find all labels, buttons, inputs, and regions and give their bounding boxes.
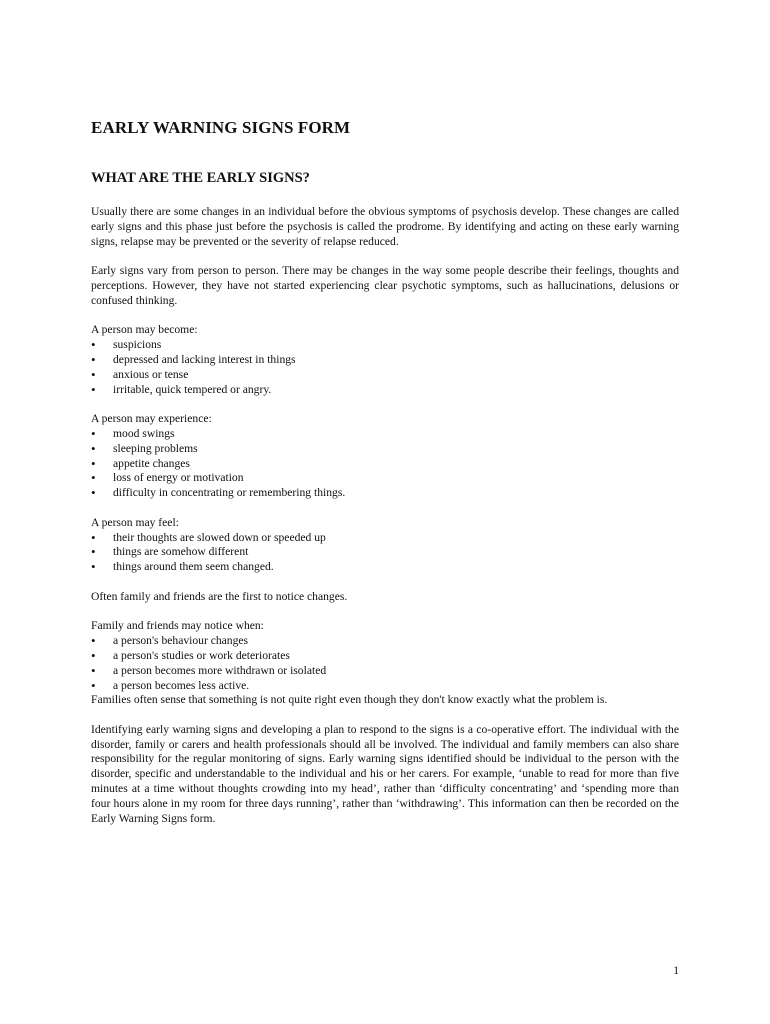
list-item: • anxious or tense xyxy=(91,368,679,383)
document-page xyxy=(91,0,679,1024)
list-item: • a person becomes less active. xyxy=(91,679,679,694)
list-item: • things around them seem changed. xyxy=(91,560,679,575)
list-intro-family-notice: Family and friends may notice when: xyxy=(91,619,264,633)
list-intro-become: A person may become: xyxy=(91,323,198,337)
list-item: • difficulty in concentrating or remembering things. xyxy=(91,486,679,501)
list-item: • suspicions xyxy=(91,338,679,353)
paragraph-family-first: Often family and friends are the first to notice changes. xyxy=(91,589,348,603)
list-item: • things are somehow different xyxy=(91,545,679,560)
paragraph-early-signs: Early signs vary from person to person. There may be changes in the way some people describe their feelings, thoughts and perceptions. However, they have not started experiencing clear psychotic symptoms, such as hallucinations, delusions or confused thinking. xyxy=(91,264,679,307)
list-item: • loss of energy or motivation xyxy=(91,471,679,486)
list-item: • irritable, quick tempered or angry. xyxy=(91,383,679,398)
list-item: • a person becomes more withdrawn or isolated xyxy=(91,664,679,679)
list-item: • mood swings xyxy=(91,427,679,442)
list-item: • their thoughts are slowed down or speeded up xyxy=(91,531,679,546)
list-intro-feel: A person may feel: xyxy=(91,515,179,529)
list-item: • appetite changes xyxy=(91,457,679,472)
paragraph-families-sense: Families often sense that something is not quite right even though they don't know exactly what the problem is. xyxy=(91,693,608,707)
list-intro-experience: A person may experience: xyxy=(91,412,212,426)
paragraph-intro: Usually there are some changes in an individual before the obvious symptoms of psychosis develop. These changes are called early signs and this phase just before the psychosis is called the prodrome. By identifying and acting on these early warning signs, relapse may be prevented or the severity of relapse reduced. xyxy=(91,205,679,248)
list-become xyxy=(91,338,679,397)
list-experience xyxy=(91,427,679,501)
document-title: EARLY WARNING SIGNS FORM xyxy=(91,118,351,137)
list-item: • depressed and lacking interest in things xyxy=(91,353,679,368)
list-family-notice xyxy=(91,634,679,693)
list-feel xyxy=(91,531,679,575)
list-item: • a person's behaviour changes xyxy=(91,634,679,649)
list-item: • sleeping problems xyxy=(91,442,679,457)
list-item: • a person's studies or work deteriorates xyxy=(91,649,679,664)
page-number: 1 xyxy=(673,964,679,977)
section-heading: WHAT ARE THE EARLY SIGNS? xyxy=(91,170,310,186)
document-body xyxy=(91,205,679,841)
paragraph-identifying-signs: Identifying early warning signs and developing a plan to respond to the signs is a co-operative effort. The individual with the disorder, family or carers and health professionals should all be involved. The individual and family members can also share responsibility for the regular monitoring of signs. Early warning signs identified should be individual to the person with the disorder, specific and understandable to the individual and his or her carers. For example, ‘unable to read for more than five minutes at a time without thoughts crowding into my head’, rather than ‘difficulty concentrating’ and ‘spending more than four hours alone in my room for three days running’, rather than ‘withdrawing’. This information can then be recorded on the Early Warning Signs form. xyxy=(91,722,679,825)
